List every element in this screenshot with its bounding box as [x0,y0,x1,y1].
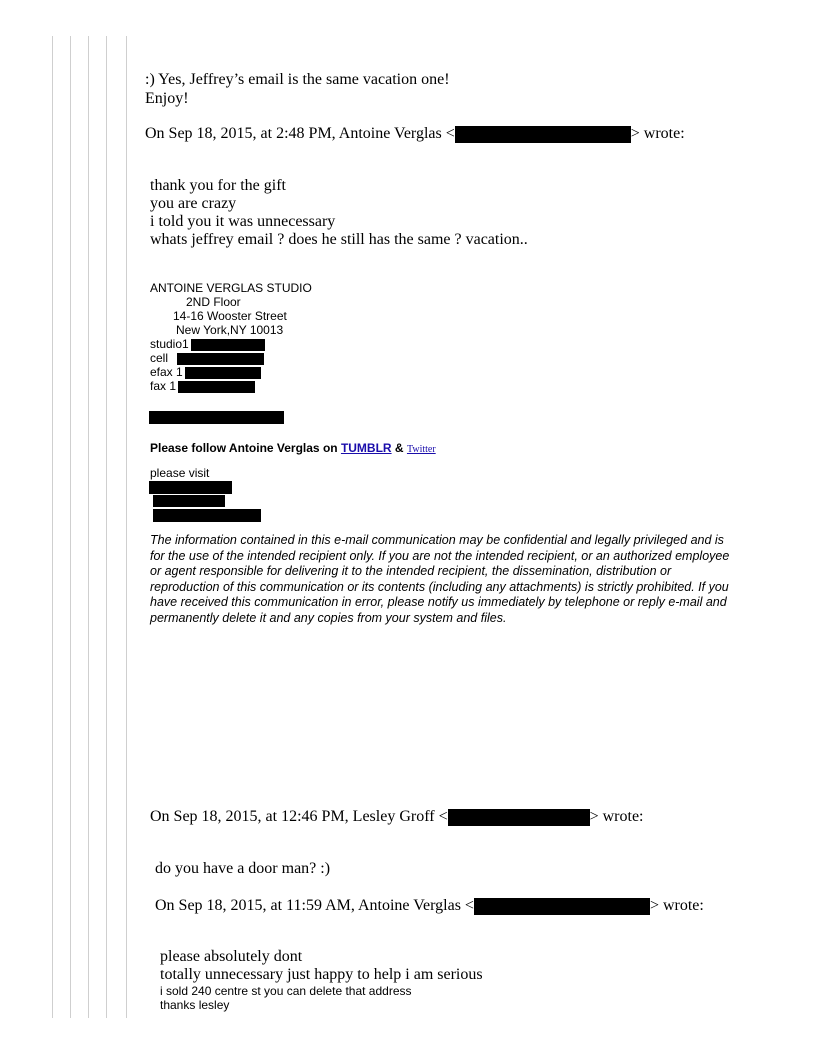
msg3-line-3: i sold 240 centre st you can delete that address [160,984,412,998]
redacted-signature-line [149,411,284,424]
sig-cell-row [150,351,264,365]
redacted-visit-2 [153,495,225,507]
sig-street: 14-16 Wooster Street [173,309,287,323]
reply-line-1: :) Yes, Jeffrey’s email is the same vacation one! [145,71,450,88]
msg2-line: do you have a door man? :) [155,860,331,877]
quote-header-3 [155,897,704,915]
header-2-prefix: On Sep 18, 2015, at 12:46 PM, Lesley Groff < [150,808,448,825]
msg1-line-4: whats jeffrey email ? does he still has the same ? vacation.. [150,231,528,248]
msg1-line-2: you are crazy [150,195,237,212]
sig-studio1-row [150,337,265,351]
header-3-prefix: On Sep 18, 2015, at 11:59 AM, Antoine Verglas < [155,897,474,914]
header-3-suffix: > wrote: [649,897,704,914]
confidentiality-disclaimer: The information contained in this e-mail communication may be confidential and legally privileged and is for the use of the intended recipient only. If you are not the intended recipient, or an authorized employee or agent responsible for delivering it to the intended recipient, the dissemination, distribution or reproduction of this communication or its contents (including any attachments) is strictly prohibited. If you have received this communication in error, please notify us immediately by telephone or reply e-mail and permanently delete it and any copies from your system and files. [150,533,730,625]
header-2-suffix: > wrote: [589,808,644,825]
cell-label: cell [150,351,169,365]
sig-city: New York,NY 10013 [176,323,284,337]
reply-line-2: Enjoy! [145,90,189,107]
redacted-email-1 [455,126,631,143]
header-1-suffix: > wrote: [630,125,685,142]
redacted-visit-3 [153,509,261,522]
sig-studio-name: ANTOINE VERGLAS STUDIO [150,281,312,295]
header-1-prefix: On Sep 18, 2015, at 2:48 PM, Antoine Verglas < [145,125,455,142]
msg3-line-2: totally unnecessary just happy to help i am serious [160,966,483,983]
sig-efax-row [150,365,261,379]
quote-line-5 [126,36,127,1018]
msg3-line-4: thanks lesley [160,998,230,1012]
redacted-email-2 [448,809,590,826]
redacted-email-3 [474,898,650,915]
follow-text: Please follow Antoine Verglas on [150,441,341,455]
quote-line-4 [106,36,107,1018]
studio1-label: studio1 [150,337,189,351]
sig-floor: 2ND Floor [186,295,241,309]
redacted-efax [185,367,261,379]
msg1-line-1: thank you for the gift [150,177,286,194]
msg1-line-3: i told you it was unnecessary [150,213,336,230]
quote-header-2 [150,808,644,826]
visit-label: please visit [150,466,210,480]
msg3-line-1: please absolutely dont [160,948,303,965]
tumblr-link[interactable]: TUMBLR [340,441,392,455]
redacted-cell [177,353,264,365]
quote-line-3 [88,36,89,1018]
redacted-studio1 [191,339,265,351]
quote-header-1 [145,125,685,143]
follow-amp: & [391,441,407,455]
efax-label: efax 1 [150,365,183,379]
sig-fax-row [150,379,255,393]
twitter-link[interactable]: Twitter [406,444,436,455]
redacted-visit-1 [149,481,232,494]
fax-label: fax 1 [150,379,177,393]
quote-line-1 [52,36,53,1018]
redacted-fax [178,381,255,393]
quote-line-2 [70,36,71,1018]
follow-line [150,441,436,457]
